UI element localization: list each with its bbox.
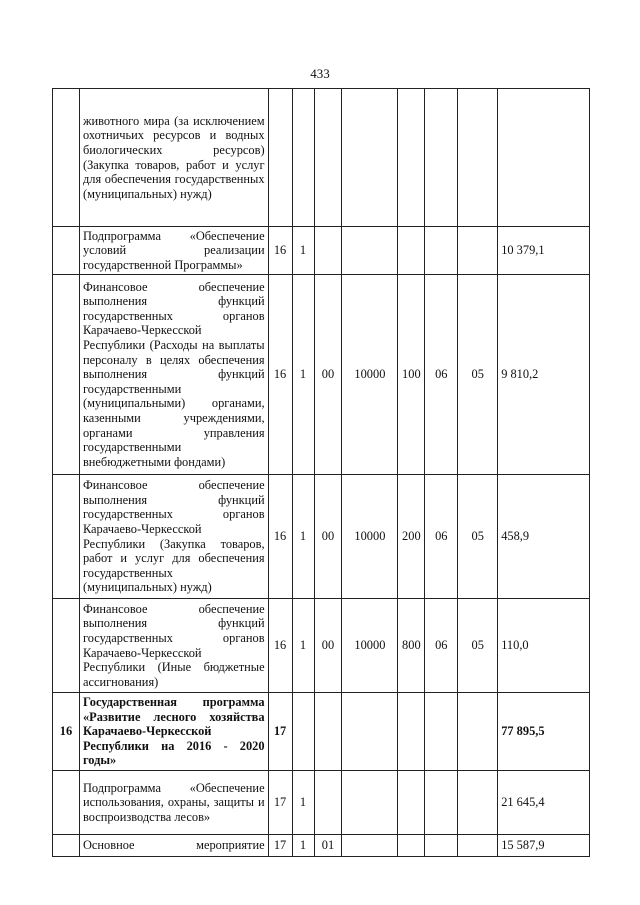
amount-cell: 77 895,5 [498, 693, 590, 771]
row-name: Финансовое обеспечение выполнения функций государственных органов Карачаево-Черкесской Республики (Закупка товаров, работ и услуг для обеспечения государственных (муниципальных) нужд) [79, 475, 268, 599]
amount-cell: 10 379,1 [498, 227, 590, 275]
row-number [53, 89, 80, 227]
code-cell: 200 [398, 475, 425, 599]
code-cell [458, 771, 498, 835]
table-row [53, 693, 590, 771]
code-cell: 00 [314, 475, 342, 599]
row-number: 16 [53, 693, 80, 771]
budget-table [52, 88, 590, 857]
row-name: Финансовое обеспечение выполнения функций государственных органов Карачаево-Черкесской Республики (Иные бюджетные ассигнования) [79, 599, 268, 693]
code-cell: 1 [292, 475, 314, 599]
code-cell [342, 227, 398, 275]
code-cell [425, 227, 458, 275]
row-number [53, 227, 80, 275]
table-row [53, 835, 590, 857]
code-cell [314, 771, 342, 835]
code-cell: 16 [268, 599, 292, 693]
row-name: Финансовое обеспечение выполнения функций государственных органов Карачаево-Черкесской Республики (Расходы на выплаты персоналу в целях обеспечения выполнения функций государственными (муниципальными) органами, казенными учреждениями, органами управления государственными внебюджетными фондами) [79, 275, 268, 475]
row-name: Государственная программа «Развитие лесного хозяйства Карачаево-Черкесской Республики на 2016 - 2020 годы» [79, 693, 268, 771]
code-cell [398, 693, 425, 771]
code-cell [342, 835, 398, 857]
amount-cell [498, 89, 590, 227]
code-cell: 06 [425, 599, 458, 693]
code-cell: 06 [425, 475, 458, 599]
code-cell: 05 [458, 599, 498, 693]
row-number [53, 771, 80, 835]
row-name: Основное мероприятие [79, 835, 268, 857]
code-cell: 17 [268, 835, 292, 857]
code-cell [425, 89, 458, 227]
code-cell [268, 89, 292, 227]
code-cell [398, 89, 425, 227]
code-cell: 16 [268, 475, 292, 599]
code-cell [398, 835, 425, 857]
table-row [53, 275, 590, 475]
code-cell [458, 835, 498, 857]
code-cell [458, 89, 498, 227]
table-row [53, 475, 590, 599]
code-cell: 16 [268, 275, 292, 475]
code-cell [398, 771, 425, 835]
code-cell: 800 [398, 599, 425, 693]
amount-cell: 458,9 [498, 475, 590, 599]
row-number [53, 475, 80, 599]
row-number [53, 599, 80, 693]
code-cell [314, 227, 342, 275]
code-cell: 16 [268, 227, 292, 275]
amount-cell: 110,0 [498, 599, 590, 693]
code-cell [314, 89, 342, 227]
code-cell [292, 89, 314, 227]
code-cell: 100 [398, 275, 425, 475]
amount-cell: 9 810,2 [498, 275, 590, 475]
code-cell [292, 693, 314, 771]
table-row [53, 227, 590, 275]
table-row [53, 89, 590, 227]
table-row [53, 599, 590, 693]
code-cell: 1 [292, 771, 314, 835]
code-cell: 10000 [342, 599, 398, 693]
table-row [53, 771, 590, 835]
code-cell: 05 [458, 275, 498, 475]
code-cell: 17 [268, 771, 292, 835]
code-cell [458, 693, 498, 771]
code-cell [425, 693, 458, 771]
amount-cell: 21 645,4 [498, 771, 590, 835]
code-cell [398, 227, 425, 275]
code-cell: 00 [314, 599, 342, 693]
code-cell [425, 771, 458, 835]
amount-cell: 15 587,9 [498, 835, 590, 857]
code-cell: 05 [458, 475, 498, 599]
code-cell [342, 771, 398, 835]
code-cell [314, 693, 342, 771]
code-cell: 10000 [342, 475, 398, 599]
code-cell: 1 [292, 835, 314, 857]
row-name: животного мира (за исключением охотничьих ресурсов и водных биологических ресурсов) (Закупка товаров, работ и услуг для обеспечения государственных (муниципальных) нужд) [79, 89, 268, 227]
row-number [53, 275, 80, 475]
code-cell: 1 [292, 275, 314, 475]
code-cell [342, 693, 398, 771]
code-cell: 1 [292, 599, 314, 693]
code-cell: 00 [314, 275, 342, 475]
code-cell: 10000 [342, 275, 398, 475]
code-cell: 06 [425, 275, 458, 475]
code-cell: 01 [314, 835, 342, 857]
row-number [53, 835, 80, 857]
row-name: Подпрограмма «Обеспечение использования, охраны, защиты и воспроизводства лесов» [79, 771, 268, 835]
code-cell [342, 89, 398, 227]
page-number: 433 [310, 66, 330, 81]
row-name: Подпрограмма «Обеспечение условий реализации государственной Программы» [79, 227, 268, 275]
code-cell: 1 [292, 227, 314, 275]
code-cell: 17 [268, 693, 292, 771]
code-cell [458, 227, 498, 275]
code-cell [425, 835, 458, 857]
